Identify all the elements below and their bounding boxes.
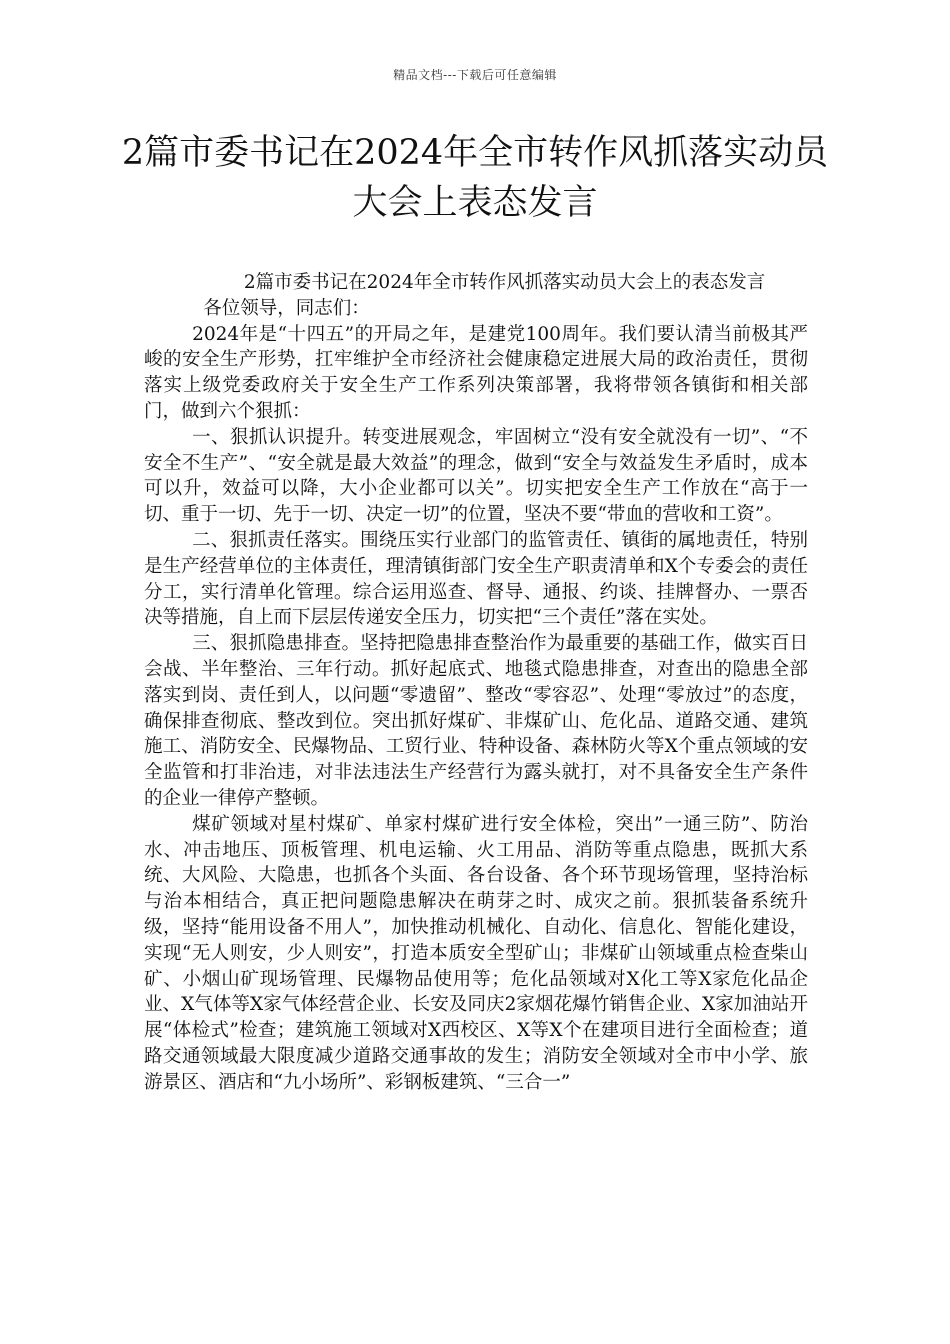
body-paragraph: 2024年是“十四五”的开局之年，是建党100周年。我们要认清当前极其严峻的安全生产形势，扛牢维护全市经济社会健康稳定进展大局的政治责任，贯彻落实上级党委政府关于安全生产工作系列决策部署，我将带领各镇街和相关部门，做到六个狠抓： [144,323,808,422]
page-header: 精品文档---下载后可任意编辑 [393,68,557,82]
document-subtitle: 2篇市委书记在2024年全市转作风抓落实动员大会上的表态发言 [243,272,766,293]
body-paragraph: 二、狠抓责任落实。围绕压实行业部门的监管责任、镇街的属地责任，特别是生产经营单位的主体责任，理清镇街部门安全生产职责清单和X个专委会的责任分工，实行清单化管理。综合运用巡查、督导、通报、约谈、挂牌督办、一票否决等措施，自上而下层层传递安全压力，切实把“三个责任”落在实处。 [144,529,808,629]
document-title: 2篇市委书记在2024年全市转作风抓落实动员大会上表态发言 [121,133,829,223]
document-body [144,270,808,1096]
body-paragraph: 三、狠抓隐患排查。坚持把隐患排查整治作为最重要的基础工作，做实百日会战、半年整治、三年行动。抓好起底式、地毯式隐患排查，对查出的隐患全部落实到岗、责任到人，以问题“零遗留”、整改“零容忍”、处理“零放过”的态度，确保排查彻底、整改到位。突出抓好煤矿、非煤矿山、危化品、道路交通、建筑施工、消防安全、民爆物品、工贸行业、特种设备、森林防火等X个重点领域的安全监管和打非治违，对非法违法生产经营行为露头就打，对不具备安全生产条件的企业一律停产整顿。 [144,633,808,809]
greeting: 各位领导，同志们： [203,297,370,319]
body-paragraph: 一、狠抓认识提升。转变进展观念，牢固树立“没有安全就没有一切”、“不安全不生产”、“安全就是最大效益”的理念，做到“安全与效益发生矛盾时，成本可以升，效益可以降，大小企业都可以关”。切实把安全生产工作放在“高于一切、重于一切、先于一切、决定一切”的位置，坚决不要“带血的营收和工资”。 [144,426,808,526]
body-paragraph: 煤矿领域对星村煤矿、单家村煤矿进行安全体检，突出”一通三防”、防治水、冲击地压、顶板管理、机电运输、火工用品、消防等重点隐患，既抓大系统、大风险、大隐患，也抓各个头面、各台设备、各个环节现场管理，坚持治标与治本相结合，真正把问题隐患解决在萌芽之时、成灾之前。狠抓装备系统升级，坚持“能用设备不用人”，加快推动机械化、自动化、信息化、智能化建设，实现“无人则安，少人则安”，打造本质安全型矿山；非煤矿山领域重点检查柴山矿、小烟山矿现场管理、民爆物品使用等；危化品领域对X化工等X家危化品企业、X气体等X家气体经营企业、长安及同庆2家烟花爆竹销售企业、X家加油站开展“体检式”检查；建筑施工领域对X西校区、X等X个在建项目进行全面检查；道路交通领域最大限度减少道路交通事故的发生；消防安全领域对全市中小学、旅游景区、酒店和“九小场所”、彩钢板建筑、“三合一” [144,813,808,1093]
